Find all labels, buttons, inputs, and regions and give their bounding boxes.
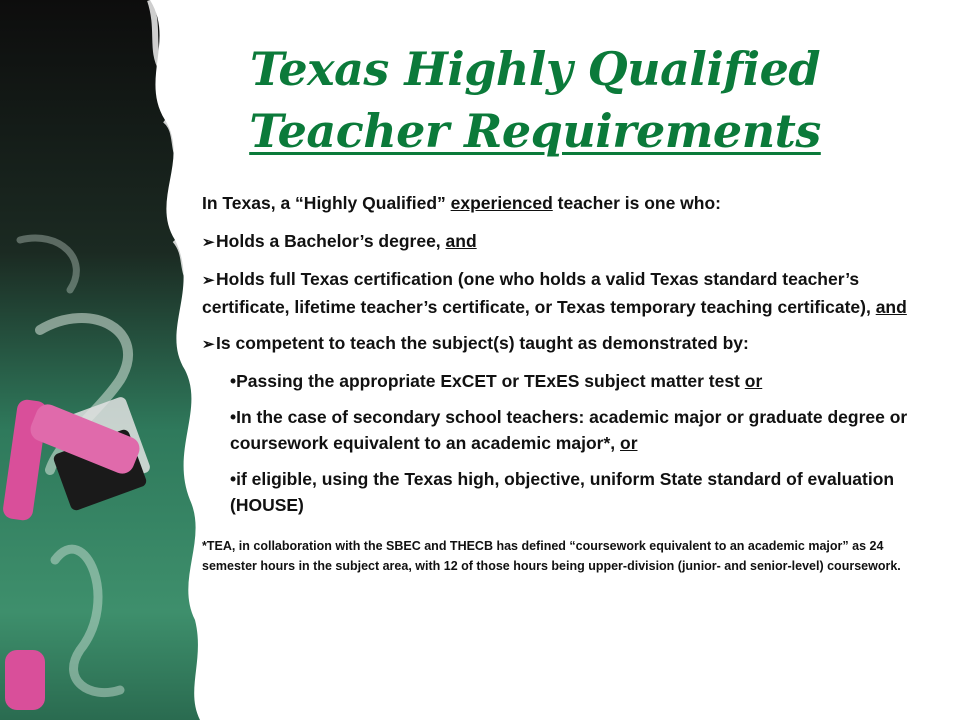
- chalkboard-art: [0, 0, 215, 720]
- arrow-bullet-icon: ➢: [202, 272, 215, 289]
- sub-bullet-1-tail: or: [744, 371, 763, 391]
- sub-bullet-3: [202, 466, 914, 518]
- intro-part-a: In Texas, a “Highly Qualified”: [202, 193, 451, 213]
- bullet-3-text: Is competent to teach the subject(s) taught as demonstrated by:: [216, 333, 749, 353]
- bullet-2: [202, 266, 914, 320]
- bullet-2-tail: and: [875, 297, 907, 317]
- slide-title: [195, 38, 875, 162]
- bullet-2-text: Holds full Texas certification (one who holds a valid Texas standard teacher’s certificate, lifetime teacher’s certificate, or Texas temporary teaching certificate),: [202, 269, 876, 317]
- bullet-1-tail: and: [445, 231, 477, 251]
- sub-bullet-2-text: •In the case of secondary school teachers: academic major or graduate degree or coursework equivalent to an academic major*,: [230, 407, 908, 453]
- footnote: *TEA, in collaboration with the SBEC and THECB has defined “coursework equivalent to an academic major” as 24 semester hours in the subject area, with 12 of those hours being upper-division (junior- and senior-level) coursework.: [202, 539, 901, 573]
- sub-bullet-3-text: •if eligible, using the Texas high, objective, uniform State standard of evaluation (HOUSE): [230, 469, 895, 515]
- sub-bullet-2: [202, 404, 914, 456]
- arrow-bullet-icon: ➢: [202, 234, 215, 251]
- sub-bullet-1-text: •Passing the appropriate ExCET or TExES subject matter test: [230, 371, 745, 391]
- intro-text: [202, 190, 914, 216]
- arrow-bullet-icon: ➢: [202, 336, 215, 353]
- bullet-1-text: Holds a Bachelor’s degree,: [216, 231, 446, 251]
- intro-underlined: experienced: [450, 193, 553, 213]
- bullet-1: [202, 228, 914, 256]
- title-line-1: Texas Highly Qualified: [249, 42, 821, 96]
- bullet-3: [202, 330, 914, 358]
- slide-body: [202, 190, 914, 576]
- sub-bullet-2-tail: or: [620, 433, 638, 453]
- title-line-2: Teacher Requirements: [249, 104, 821, 158]
- intro-part-b: teacher is one who:: [552, 193, 721, 213]
- sub-bullet-1: [202, 368, 914, 394]
